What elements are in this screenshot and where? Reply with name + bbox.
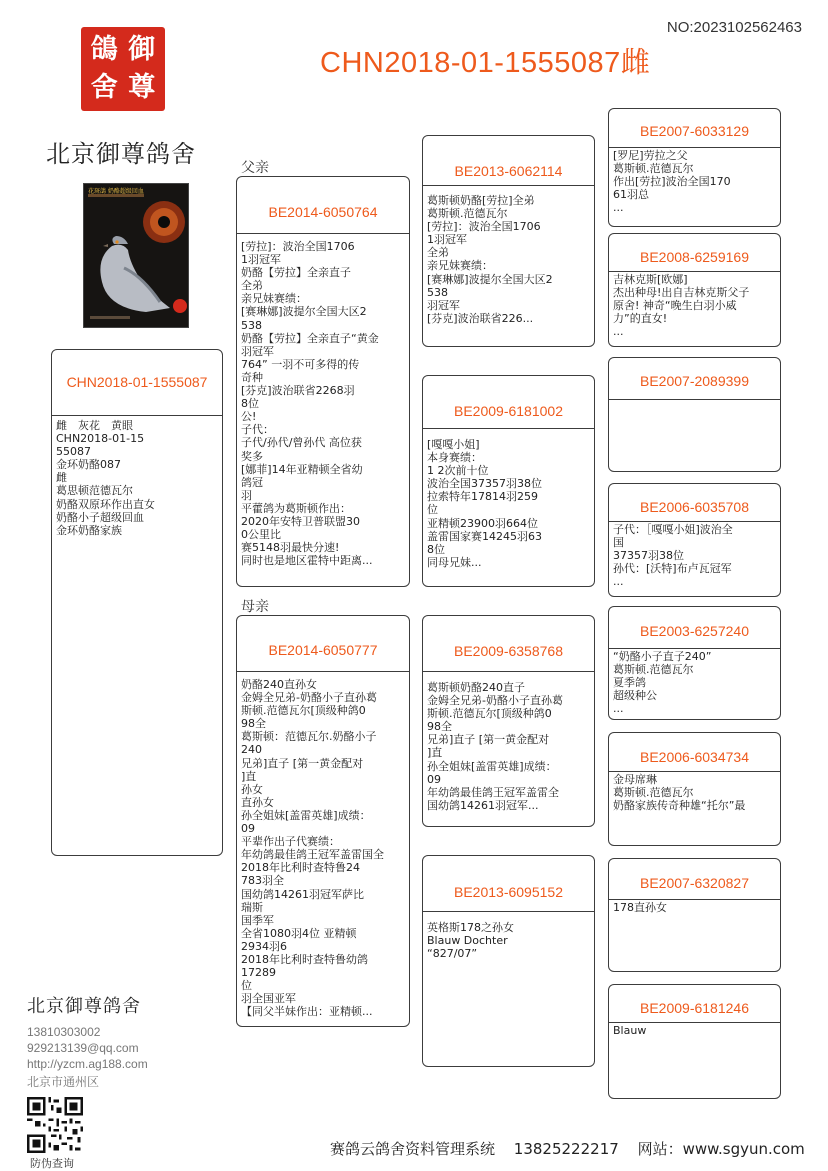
note-line: 1羽冠军 [427, 233, 467, 247]
footer [330, 1138, 819, 1159]
footer-website[interactable]: 网站：www.sgyun.com [637, 1140, 805, 1158]
ddd-card [608, 984, 781, 1099]
note-line: [劳拉]：波治全国1706 [241, 240, 355, 253]
contact-url[interactable]: http://yzcm.ag188.com [27, 1057, 148, 1071]
note-line: 夏季鸽 [613, 676, 646, 690]
note-line: 雌 [56, 471, 67, 485]
note-line: 金母席琳 [613, 773, 657, 786]
ring-number: BE2006-6035708 [640, 499, 749, 515]
note-line: 奶酪【劳拉】全亲直子“黄金 [241, 331, 379, 345]
note-line: 超级种公 [613, 689, 657, 703]
note-line: 98全 [427, 720, 452, 734]
note-line: 奶酪小子超级回血 [56, 510, 144, 524]
note-line: 斯顿.范德瓦尔[顶级种鸽0 [427, 707, 552, 721]
note-line: [赛琳娜]波提尔全国大区2 [241, 305, 367, 319]
note-line: 奶酪家族传奇种雄“托尔”最 [613, 799, 746, 813]
note-line: 赛5148羽最快分速! [241, 541, 340, 555]
note-line: 吉林克斯[欧娜] [613, 273, 688, 286]
note-line: 斯顿.范德瓦尔[顶级种鸽0 [241, 704, 366, 718]
note-line: 葛斯顿.范德瓦尔 [613, 663, 694, 677]
pedigree-notes [609, 649, 780, 715]
dam-card [236, 615, 410, 1027]
note-line: 全弟 [241, 279, 263, 293]
contact-email: 929213139@qq.com [27, 1041, 139, 1055]
ssd-card [608, 233, 781, 347]
note-line: 金环奶酪087 [56, 458, 121, 472]
note-line: [赛琳娜]波提尔全国大区2 [427, 272, 553, 286]
note-line: 年幼鸽最佳鸽王冠军盖雷国全 [241, 848, 384, 862]
note-line: ... [613, 201, 624, 215]
ring-number: BE2008-6259169 [640, 249, 749, 265]
pigeon-ring-title: CHN2018-01-1555087雌 [320, 47, 651, 79]
note-line: 英格斯178之孙女 [427, 921, 514, 934]
note-line: 孙全姐妹[盖雷英雄]成绩： [241, 808, 371, 822]
dss-card [608, 606, 781, 720]
note-line: 波治全国37357羽38位 [427, 477, 542, 491]
ring-number: CHN2018-01-1555087 [66, 374, 208, 390]
note-line: 羽 [241, 488, 252, 502]
note-line: 奖多 [241, 449, 263, 463]
note-line: 1羽冠军 [241, 253, 281, 267]
note-line: 子代：［嘎嘎小姐]波治全 [613, 523, 733, 536]
contact-phone: 13810303002 [27, 1025, 101, 1039]
pedigree-notes [237, 672, 409, 1018]
note-line: 金姆全兄弟-奶酪小子直孙葛 [427, 694, 563, 708]
note-line: 兄弟]直子 [第一黄金配对 [241, 756, 364, 770]
note-line: 同时也是地区霍特中距离... [241, 554, 373, 568]
pedigree-notes [423, 672, 594, 812]
note-line: 09 [241, 822, 255, 836]
note-line: 位 [241, 979, 252, 993]
note-line: 葛斯顿.范德瓦尔 [427, 207, 508, 221]
note-line: 平辈作出子代赛绩： [241, 835, 340, 849]
note-line: 孙代：[沃特]布卢瓦冠军 [613, 562, 732, 576]
sdd-card [608, 483, 781, 597]
note-line: 本身赛绩： [427, 451, 482, 465]
pedigree-notes [423, 429, 594, 569]
note-line: 位 [427, 503, 438, 517]
note-line: 亲兄妹赛绩： [427, 259, 493, 273]
qr-label: 防伪查询 [30, 1157, 74, 1170]
dds-card [608, 858, 781, 972]
pedigree-notes [423, 186, 594, 325]
note-line: 538 [427, 285, 448, 299]
note-line: 8位 [241, 397, 259, 411]
note-line: 葛斯顿.范德瓦尔 [613, 786, 694, 800]
note-line: 【同父半妹作出：亚精顿... [241, 1005, 373, 1019]
note-line: 2020年安特卫普联盟30 [241, 514, 360, 528]
note-line: 国幼鸽14261羽冠军... [427, 798, 539, 812]
ring-number: BE2009-6181246 [640, 1000, 749, 1016]
note-line: 同母兄妹... [427, 555, 482, 569]
note-line: 平藿鸽为葛斯顿作出： [241, 501, 351, 515]
ring-number: BE2014-6050777 [268, 642, 378, 658]
loft-name: 北京御尊鸽舍 [46, 140, 196, 168]
note-line: 09 [427, 772, 441, 786]
note-line: 直孙女 [241, 795, 274, 809]
note-line: 2018年比利时查特鲁24 [241, 861, 360, 875]
pedigree-notes [609, 148, 780, 214]
pedigree-notes [609, 772, 780, 812]
note-line: 2018年比利时查特鲁幼鸽 [241, 952, 368, 966]
sire-card [236, 176, 410, 587]
dsd-card [608, 732, 781, 846]
pedigree-notes [609, 272, 780, 338]
note-line: 羽全国亚军 [241, 992, 296, 1006]
contact-loft-name: 北京御尊鸽舍 [27, 996, 141, 1017]
note-line: 奇种 [241, 370, 263, 384]
pedigree-notes [609, 522, 780, 588]
note-line: 公! [241, 410, 257, 424]
note-line: 金姆全兄弟-奶酪小子直孙葛 [241, 691, 377, 705]
note-line: 孙女 [241, 782, 263, 796]
note-line: 孙全姐妹[盖雷英雄]成绩： [427, 759, 557, 773]
footer-system-name: 赛鸽云鸽舍资料管理系统 [330, 1140, 496, 1158]
document-number: NO:2023102562463 [666, 19, 802, 36]
sire-sire-card [422, 135, 595, 347]
note-line: 奶酪240直孙女 [241, 678, 317, 691]
note-line: 17289 [241, 966, 276, 980]
note-line: 国幼鸽14261羽冠军萨比 [241, 887, 364, 901]
note-line: 作出[劳拉]波治全国170 [613, 175, 731, 189]
note-line: 2934羽6 [241, 939, 287, 953]
note-line: 葛思顿范德瓦尔 [56, 484, 133, 498]
ring-number: BE2009-6181002 [454, 403, 563, 419]
note-line: 子代/孙代/曾孙代 高位获 [241, 436, 362, 450]
note-line: 0公里比 [241, 528, 281, 542]
contact-address: 北京市通州区 [27, 1075, 100, 1089]
note-line: 240 [241, 743, 262, 757]
mother-label: 母亲 [241, 599, 269, 615]
note-line: 国 [613, 536, 624, 550]
pedigree-notes [423, 912, 594, 960]
note-line: 拉索特年17814羽259 [427, 490, 538, 504]
note-line: [娜菲]14年亚精顿全省幼 [241, 462, 363, 476]
note-line: ... [613, 702, 624, 716]
father-label: 父亲 [241, 160, 269, 176]
ring-number: BE2014-6050764 [268, 204, 378, 220]
pedigree-notes [237, 234, 409, 567]
pedigree-notes [609, 900, 780, 914]
note-line: 奶酪【劳拉】全亲直子 [241, 266, 351, 280]
note-line: 亚精顿23900羽664位 [427, 516, 538, 530]
note-line: 子代： [241, 423, 274, 437]
pedigree-notes [52, 416, 222, 537]
note-line: [罗尼]劳拉之父 [613, 149, 688, 162]
note-line: ]直 [241, 769, 257, 783]
sds-card [608, 357, 781, 472]
note-line: 葛斯顿奶酪240直子 [427, 681, 525, 694]
ring-number: BE2007-6033129 [640, 123, 749, 139]
ring-number: BE2003-6257240 [640, 623, 749, 639]
note-line: 55087 [56, 445, 91, 459]
note-line: “827/07” [427, 947, 478, 961]
note-line: 98全 [241, 717, 266, 731]
pigeon-photo [83, 183, 189, 328]
note-line: ... [613, 575, 624, 589]
note-line: 兄弟]直子 [第一黄金配对 [427, 733, 550, 747]
ring-number: BE2006-6034734 [640, 749, 749, 765]
sss-card [608, 108, 781, 227]
note-line: [芬克]波治联省226... [427, 311, 534, 325]
note-line: [芬克]波治联省2268羽 [241, 384, 355, 398]
note-line: 葛斯顿：范德瓦尔.奶酪小子 [241, 730, 377, 744]
note-line: 杰出种母!出自吉林克斯父子 [613, 286, 750, 300]
note-line: 奶酪双原环作出直女 [56, 497, 155, 511]
note-line: 783羽全 [241, 874, 284, 888]
loft-seal-logo: 鴿 御 舍 尊 [81, 27, 165, 111]
dam-dam-card [422, 855, 595, 1067]
subject-card [51, 349, 223, 856]
dam-sire-card [422, 615, 595, 827]
ring-number: BE2013-6062114 [454, 163, 563, 179]
pedigree-notes [609, 1023, 780, 1037]
note-line: 年幼鸽最佳鸽王冠军盖雷全 [427, 785, 559, 799]
note-line: 61羽总 [613, 188, 649, 202]
note-line: 178直孙女 [613, 901, 667, 914]
sire-dam-card [422, 375, 595, 587]
note-line: 瑞斯 [241, 900, 263, 914]
note-line: 亲兄妹赛绩： [241, 292, 307, 306]
ring-number: BE2009-6358768 [454, 643, 563, 659]
note-line: CHN2018-01-15 [56, 432, 145, 446]
note-line: 37357羽38位 [613, 549, 684, 563]
note-line: 羽冠军 [427, 298, 460, 312]
note-line: 全省1080羽4位 亚精顿 [241, 926, 357, 940]
note-line: 葛斯顿.范德瓦尔 [613, 162, 694, 176]
note-line: ]直 [427, 746, 443, 760]
note-line: 1 2次前十位 [427, 464, 489, 478]
poster-title: 花斑鴿 奶酪超级回血 [88, 188, 144, 195]
note-line: [嘎嘎小姐] [427, 438, 480, 451]
note-line: 力”的直女! [613, 312, 668, 326]
ring-number: BE2007-6320827 [640, 875, 749, 891]
note-line: 全弟 [427, 246, 449, 260]
note-line: 538 [241, 318, 262, 332]
note-line: 盖雷国家赛14245羽63 [427, 529, 542, 543]
footer-phone: 13825222217 [513, 1140, 619, 1158]
ring-number: BE2007-2089399 [640, 373, 749, 389]
ring-number: BE2013-6095152 [454, 884, 563, 900]
note-line: 鸽冠 [241, 475, 263, 489]
note-line: 764” 一羽不可多得的传 [241, 357, 360, 371]
note-line: 原舍! 神奇“晚生白羽小威 [613, 299, 737, 313]
note-line: 国季军 [241, 913, 274, 927]
note-line: 金环奶酪家族 [56, 523, 122, 537]
note-line: 8位 [427, 542, 445, 556]
note-line: “奶酪小子直子240” [613, 650, 712, 663]
note-line: [劳拉]：波治全国1706 [427, 220, 541, 234]
note-line: Blauw Dochter [427, 934, 508, 948]
note-line: 雌 灰花 黄眼 [56, 419, 133, 432]
note-line: Blauw [613, 1024, 647, 1037]
note-line: 羽冠军 [241, 344, 274, 358]
note-line: 葛斯顿奶酪[劳拉]全弟 [427, 194, 535, 207]
qr-code-icon[interactable] [27, 1097, 83, 1153]
note-line: ... [613, 325, 624, 339]
